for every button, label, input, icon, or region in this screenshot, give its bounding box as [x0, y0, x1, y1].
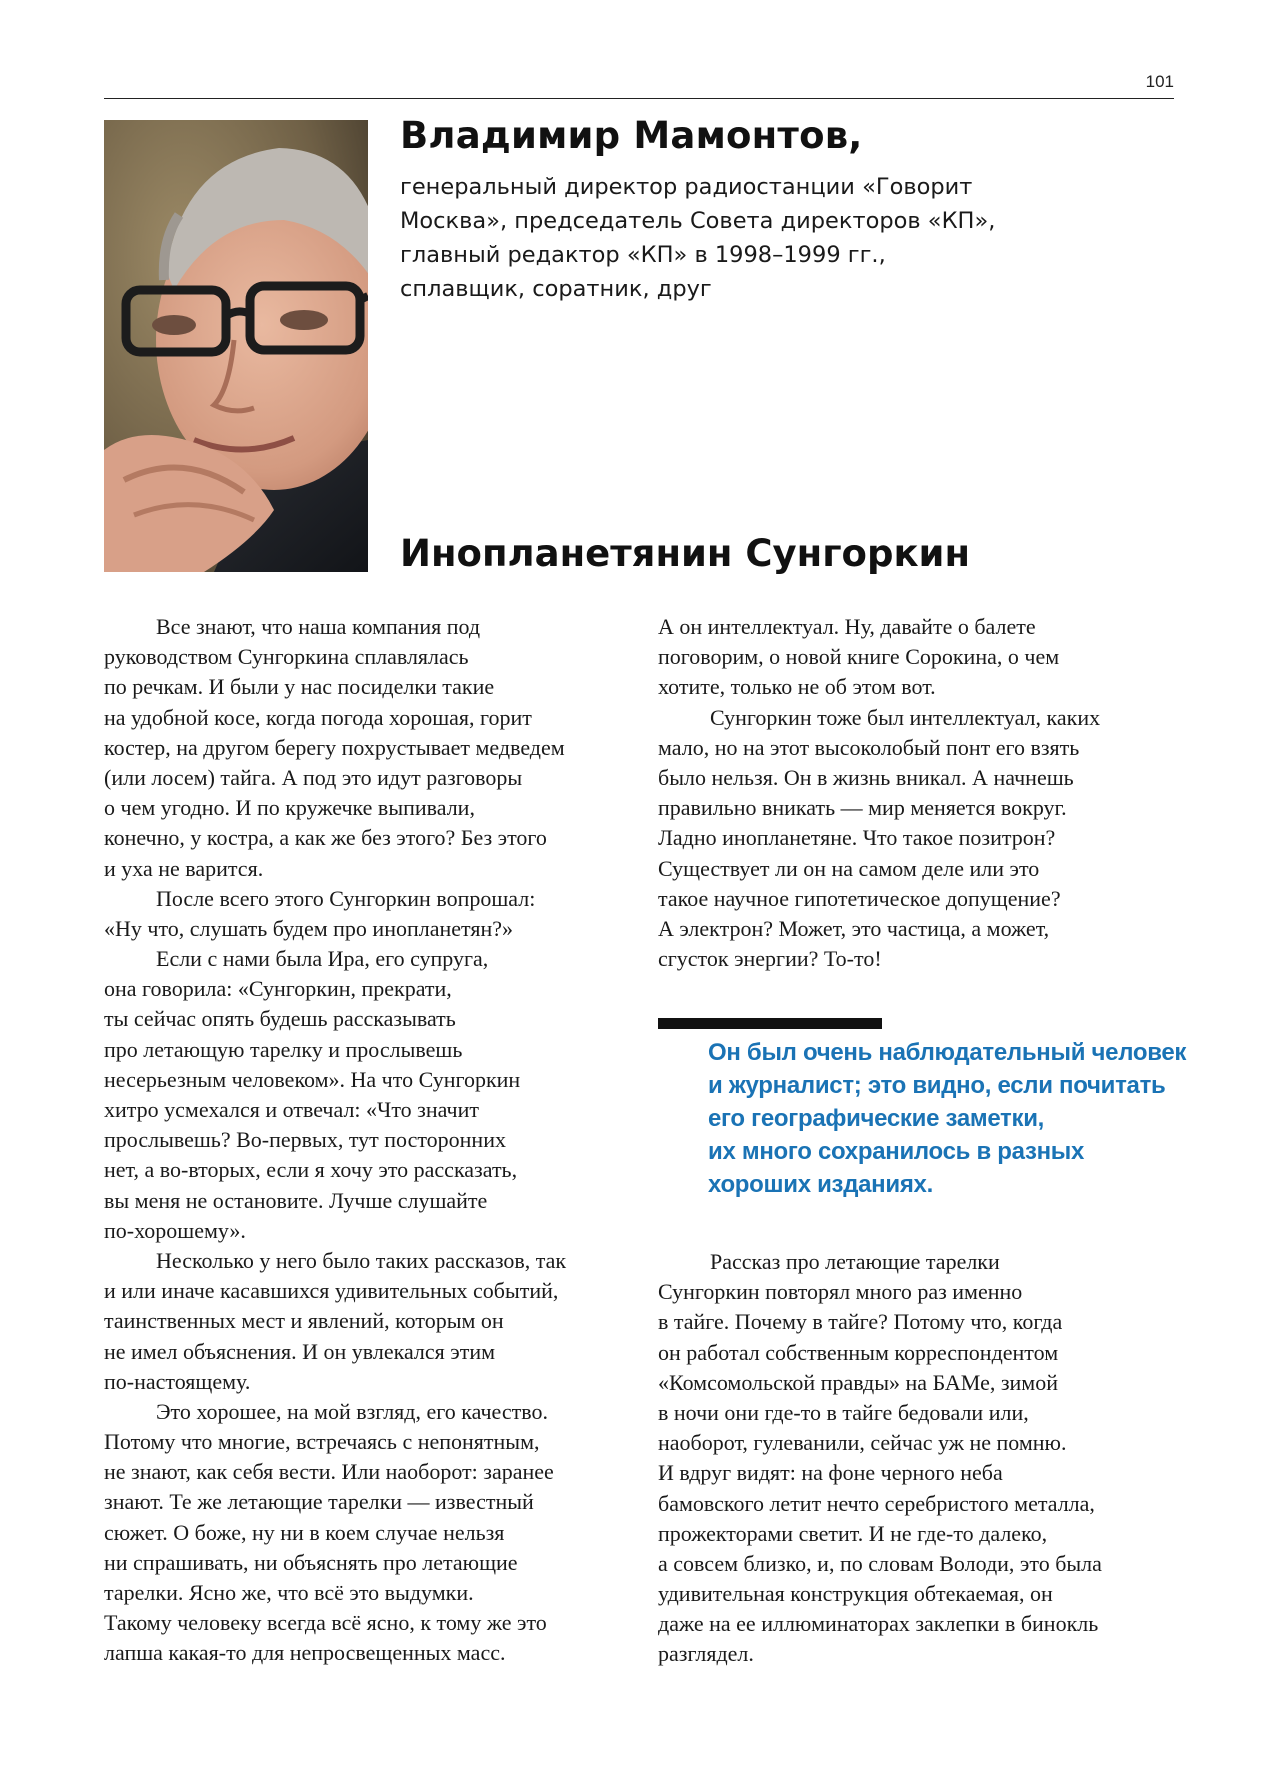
text-line: не знают, как себя вести. Или наоборот: заранее [104, 1459, 554, 1485]
text-line: Потому что многие, встречаясь с непонятным, [104, 1429, 540, 1455]
text-line: Такому человеку всегда всё ясно, к тому же это [104, 1610, 547, 1636]
text-line: Все знают, что наша компания под [156, 614, 481, 639]
text-line: разглядел. [658, 1641, 754, 1667]
text-line: знают. Те же летающие тарелки — известный [104, 1489, 534, 1515]
text-line: А электрон? Может, это частица, а может, [658, 915, 1050, 941]
right-column-top [658, 612, 1178, 974]
text-line: После всего этого Сунгоркин вопрошал: [156, 885, 536, 911]
text-line: Сунгоркин повторял много раз именно [658, 1279, 1023, 1305]
right-column-bottom [658, 1247, 1178, 1670]
text-line: он работал собственным корреспондентом [658, 1339, 1059, 1365]
text-line: хотите, только не об этом вот. [658, 674, 936, 700]
text-line: Если с нами была Ира, его супруга, [156, 946, 489, 972]
text-line: даже на ее иллюминаторах заклепки в бинокль [658, 1611, 1099, 1637]
text-line: руководством Сунгоркина сплавлялась [104, 644, 469, 670]
pull-quote-line: их много сохранилось в разных [708, 1138, 1085, 1165]
text-line: прожекторами светит. И не где-то далеко, [658, 1520, 1048, 1546]
text-line: конечно, у костра, а как же без этого? Без этого [104, 825, 547, 851]
text-line: наоборот, гулеванили, сейчас уж не помню. [658, 1430, 1067, 1456]
pull-quote-bar [658, 1018, 882, 1029]
text-line: Несколько у него было таких рассказов, так [156, 1247, 567, 1273]
bio-line: генеральный директор радиостанции «Говорит [400, 174, 973, 200]
text-line: бамовского летит нечто серебристого металла, [658, 1490, 1095, 1516]
author-photo [104, 120, 368, 572]
text-line: Сунгоркин тоже был интеллектуал, каких [710, 704, 1101, 730]
text-line: «Ну что, слушать будем про инопланетян?» [104, 915, 514, 941]
text-line: ни спрашивать, ни объяснять про летающие [104, 1549, 518, 1575]
text-line: не имел объяснения. И он увлекался этим [104, 1338, 496, 1364]
text-line: поговорим, о новой книге Сорокина, о чем [658, 644, 1060, 670]
author-bio [400, 170, 1080, 306]
text-line: костер, на другом берегу похрустывает медведем [104, 734, 565, 760]
author-name: Владимир Мамонтов, [400, 114, 863, 157]
text-line: по-настоящему. [104, 1368, 251, 1394]
text-line: на удобной косе, когда погода хорошая, горит [104, 704, 532, 730]
text-line: Это хорошее, на мой взгляд, его качество. [156, 1398, 548, 1424]
text-line: в ночи они где-то в тайге бедовали или, [658, 1399, 1029, 1425]
text-line: и уха не варится. [104, 855, 264, 881]
left-column [104, 612, 624, 1669]
bio-line: главный редактор «КП» в 1998–1999 гг., [400, 242, 886, 268]
header-rule [104, 98, 1174, 99]
text-line: хитро усмехался и отвечал: «Что значит [104, 1097, 479, 1122]
text-line: нет, а во-вторых, если я хочу это рассказать, [104, 1157, 518, 1183]
text-line: и или иначе касавшихся удивительных событий, [104, 1278, 559, 1304]
pull-quote-line: хороших изданиях. [708, 1171, 933, 1198]
text-line: про летающую тарелку и прослывешь [104, 1036, 463, 1062]
pull-quote [708, 1036, 1187, 1201]
text-line: мало, но на этот высоколобый понт его взять [658, 734, 1080, 760]
text-line: по речкам. И были у нас посиделки такие [104, 674, 495, 700]
text-line: она говорила: «Сунгоркин, прекрати, [104, 976, 452, 1002]
text-line: «Комсомольской правды» на БАМе, зимой [658, 1369, 1058, 1395]
pull-quote-line: его географические заметки, [708, 1105, 1045, 1132]
text-line: Рассказ про летающие тарелки [710, 1249, 1000, 1274]
text-line: такое научное гипотетическое допущение? [658, 885, 1061, 911]
bio-line: Москва», председатель Совета директоров «КП», [400, 208, 996, 234]
text-line: правильно вникать — мир меняется вокруг. [658, 795, 1067, 821]
text-line: а совсем близко, и, по словам Володи, это была [658, 1550, 1102, 1576]
text-line: Ладно инопланетяне. Что такое позитрон? [658, 825, 1056, 851]
page-number: 101 [1145, 72, 1174, 91]
text-line: лапша какая-то для непросвещенных масс. [104, 1640, 506, 1666]
text-line: в тайге. Почему в тайге? Потому что, когда [658, 1309, 1063, 1335]
text-line: было нельзя. Он в жизнь вникал. А начнешь [658, 764, 1074, 790]
text-line: (или лосем) тайга. А под это идут разговоры [104, 764, 523, 790]
text-line: сюжет. О боже, ну ни в коем случае нельзя [104, 1519, 505, 1545]
text-line: Существует ли он на самом деле или это [658, 855, 1040, 881]
text-line: удивительная конструкция обтекаемая, он [658, 1581, 1053, 1607]
text-line: о чем угодно. И по кружечке выпивали, [104, 795, 475, 821]
text-line: И вдруг видят: на фоне черного неба [658, 1460, 1003, 1486]
text-line: несерьезным человеком». На что Сунгоркин [104, 1066, 521, 1092]
pull-quote-line: и журналист; это видно, если почитать [708, 1072, 1166, 1099]
bio-line: сплавщик, соратник, друг [400, 276, 712, 302]
article-title: Инопланетянин Сунгоркин [400, 532, 971, 575]
text-line: сгусток энергии? То-то! [658, 946, 882, 972]
pull-quote-line: Он был очень наблюдательный человек [708, 1039, 1187, 1066]
text-line: тарелки. Ясно же, что всё это выдумки. [104, 1580, 474, 1605]
text-line: А он интеллектуал. Ну, давайте о балете [658, 614, 1036, 639]
text-line: ты сейчас опять будешь рассказывать [104, 1006, 456, 1032]
text-line: вы меня не остановите. Лучше слушайте [104, 1187, 488, 1213]
text-line: прослывешь? Во-первых, тут посторонних [104, 1127, 506, 1153]
text-line: по-хорошему». [104, 1217, 246, 1243]
text-line: таинственных мест и явлений, которым он [104, 1308, 504, 1334]
